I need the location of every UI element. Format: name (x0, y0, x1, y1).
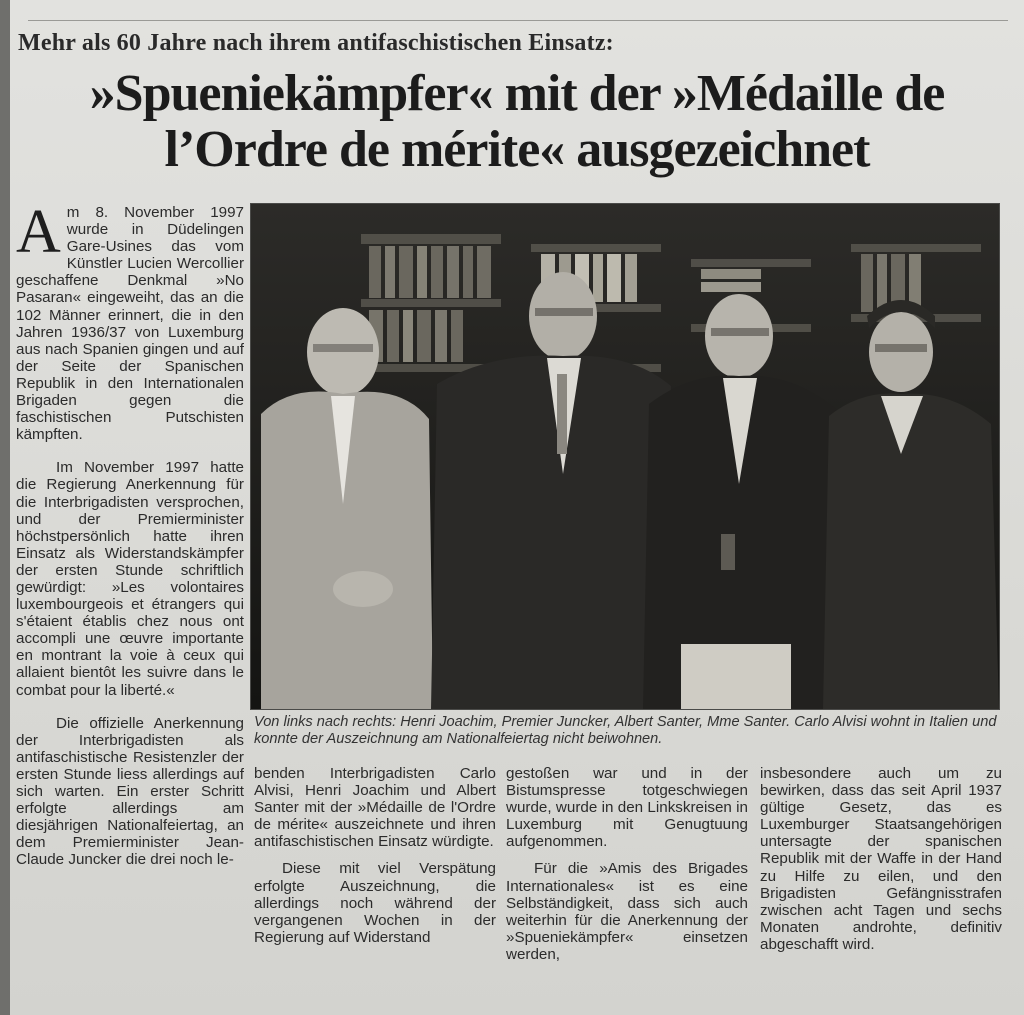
headline-line-1: »Spueniekämpfer« mit der »Médaille de (89, 65, 945, 122)
photo-caption: Von links nach rechts: Henri Joachim, Premier Juncker, Albert Santer, Mme Santer. Carlo Alvisi wohnt in Italien und konnte der Auszeichnung am Nationalfeiertag nicht beiwohnen. (254, 714, 997, 747)
column-3 (506, 765, 748, 973)
photo-illustration (251, 204, 999, 709)
paragraph-1-text: m 8. November 1997 wurde in Düdelingen Gare-Usines das vom Künstler Lucien Wercollier geschaffene Denkmal »No Pasaran« eingeweiht, das an die 102 Männer erinnert, die in den Jahren 1936/37 von Luxemburg aus nach Spanien gingen und auf der Seite der Spanischen Republik in den Internationalen Brigaden gegen die faschistischen Putschisten kämpften. (16, 204, 244, 444)
drop-cap: A (16, 198, 61, 266)
paragraph-4: benden Interbrigadisten Carlo Alvisi, Henri Joachim und Albert Santer mit der »Médaille de l'Ordre de mérite« auszeichnete und ihren antifaschistischen Einsatz würdigte. (254, 765, 496, 851)
kicker-line: Mehr als 60 Jahre nach ihrem antifaschistischen Einsatz: (18, 30, 614, 56)
column-1 (16, 198, 244, 884)
headline-line-2: l’Ordre de mérite« ausgezeichnet (164, 121, 870, 178)
paragraph-2: Im November 1997 hatte die Regierung Anerkennung für die Interbrigadisten versprochen, und der Premierminister höchstpersönlich hatte ihren Einsatz als Widerstandskämpfer der ersten Stunde schriftlich gewürdigt: »Les volontaires luxembourgeois et étrangers qui s'étaient établis chez nous ont accompli une œuvre importante en montrant la voie à ceux qui allaient bientôt les suivre dans le combat pour la liberté.« (16, 459, 244, 699)
newspaper-clipping (10, 0, 1024, 1015)
group-photo (250, 203, 1000, 710)
paragraph-7: Für die »Amis des Brigades Internationales« ist es eine Selbständigkeit, dass sich auch weiterhin für die Anerkennung der »Spueniekämpfer« einsetzen werden, (506, 860, 748, 963)
column-4 (760, 765, 1002, 963)
paragraph-8: insbesondere auch um zu bewirken, dass das seit April 1937 gültige Gesetz, das es Luxemburger Staatsangehörigen untersagte der spanischen Republik mit der Waffe in der Hand zu Hilfe zu eilen, und den Brigadisten Gefängnisstrafen zwischen acht Tagen und sechs Monaten androhte, definitiv abgeschafft wird. (760, 765, 1002, 953)
headline (10, 66, 1024, 178)
column-2 (254, 765, 496, 956)
paragraph-6: gestoßen war und in der Bistumspresse totgeschwiegen wurde, wurde in den Linkskreisen in Luxemburg mit Genugtuung aufgenommen. (506, 765, 748, 851)
paragraph-3: Die offizielle Anerkennung der Interbrigadisten als antifaschistische Resistenzler der ersten Stunde liess allerdings auf sich warten. Ein erster Schritt erfolgte allerdings am diesjährigen Nationalfeiertag, an dem Premierminister Jean-Claude Juncker die drei noch le- (16, 714, 244, 869)
paragraph-1 (16, 198, 244, 444)
paragraph-5: Diese mit viel Verspätung erfolgte Auszeichnung, die allerdings noch während der vergangenen Wochen in der Regierung auf Widerstand (254, 860, 496, 946)
top-rule (28, 20, 1008, 21)
